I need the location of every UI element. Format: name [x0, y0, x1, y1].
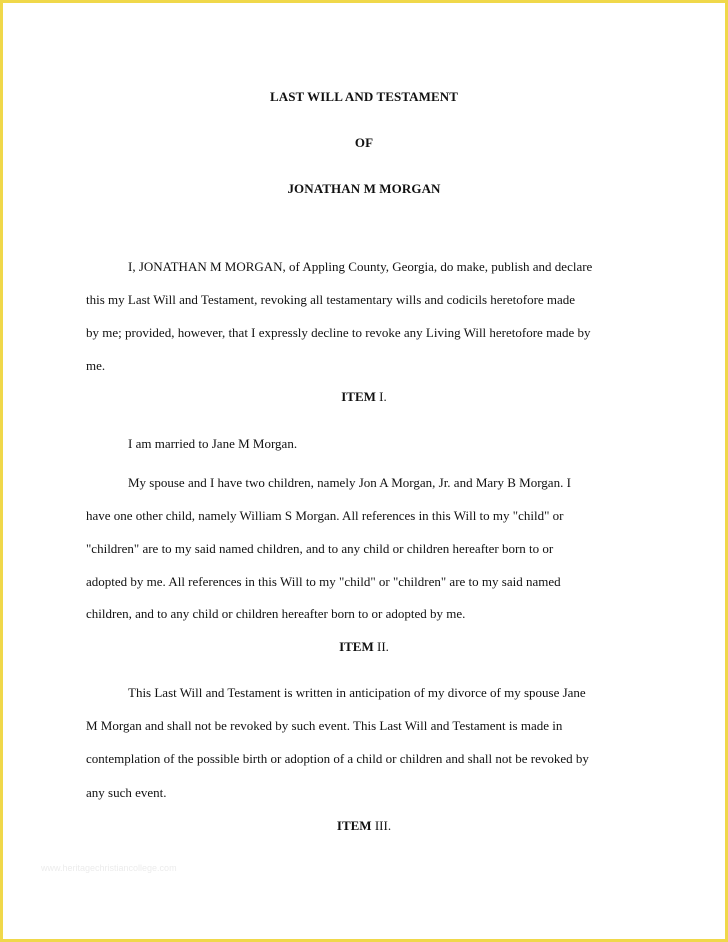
paragraph-3-line-4: adopted by me. All references in this Will to my "child" or "children" are to my said named: [86, 574, 561, 589]
paragraph-1-line-1: I, JONATHAN M MORGAN, of Appling County, Georgia, do make, publish and declare: [128, 259, 593, 274]
paragraph-1-line-3: by me; provided, however, that I expressly decline to revoke any Living Will heretofore made by: [86, 325, 591, 340]
paragraph-1-line-2: this my Last Will and Testament, revoking all testamentary wills and codicils heretofore made: [86, 292, 576, 307]
item-numeral: II.: [377, 639, 389, 654]
watermark-text: www.heritagechristiancollege.com: [41, 863, 177, 873]
paragraph-4-line-3: contemplation of the possible birth or adoption of a child or children and shall not be revoked by: [86, 751, 589, 766]
item-numeral: I.: [379, 389, 387, 404]
item-word: ITEM: [341, 389, 376, 404]
paragraph-3-line-5: children, and to any child or children hereafter born to or adopted by me.: [86, 606, 466, 621]
paragraph-4-line-2: M Morgan and shall not be revoked by such event. This Last Will and Testament is made in: [86, 718, 563, 733]
item-numeral: III.: [374, 818, 392, 833]
item-heading-1: [3, 389, 725, 405]
paragraph-3-line-2: have one other child, namely William S Morgan. All references in this Will to my "child" or: [86, 508, 564, 523]
paragraph-1-line-4: me.: [86, 358, 106, 373]
paragraph-4-line-4: any such event.: [86, 785, 167, 800]
paragraph-3-line-3: "children" are to my said named children, and to any child or children hereafter born to or: [86, 541, 554, 556]
item-heading-2: [3, 639, 725, 655]
paragraph-4-line-1: This Last Will and Testament is written in anticipation of my divorce of my spouse Jane: [128, 685, 586, 700]
item-word: ITEM: [336, 818, 372, 833]
item-word: ITEM: [339, 639, 374, 654]
paragraph-2-line-1: I am married to Jane M Morgan.: [128, 436, 298, 451]
title-line-1: LAST WILL AND TESTAMENT: [269, 89, 459, 104]
paragraph-3-line-1: My spouse and I have two children, namely Jon A Morgan, Jr. and Mary B Morgan. I: [128, 475, 571, 490]
title-line-3: JONATHAN M MORGAN: [287, 181, 441, 196]
title-line-2: OF: [354, 135, 374, 150]
item-heading-3: [3, 818, 725, 834]
